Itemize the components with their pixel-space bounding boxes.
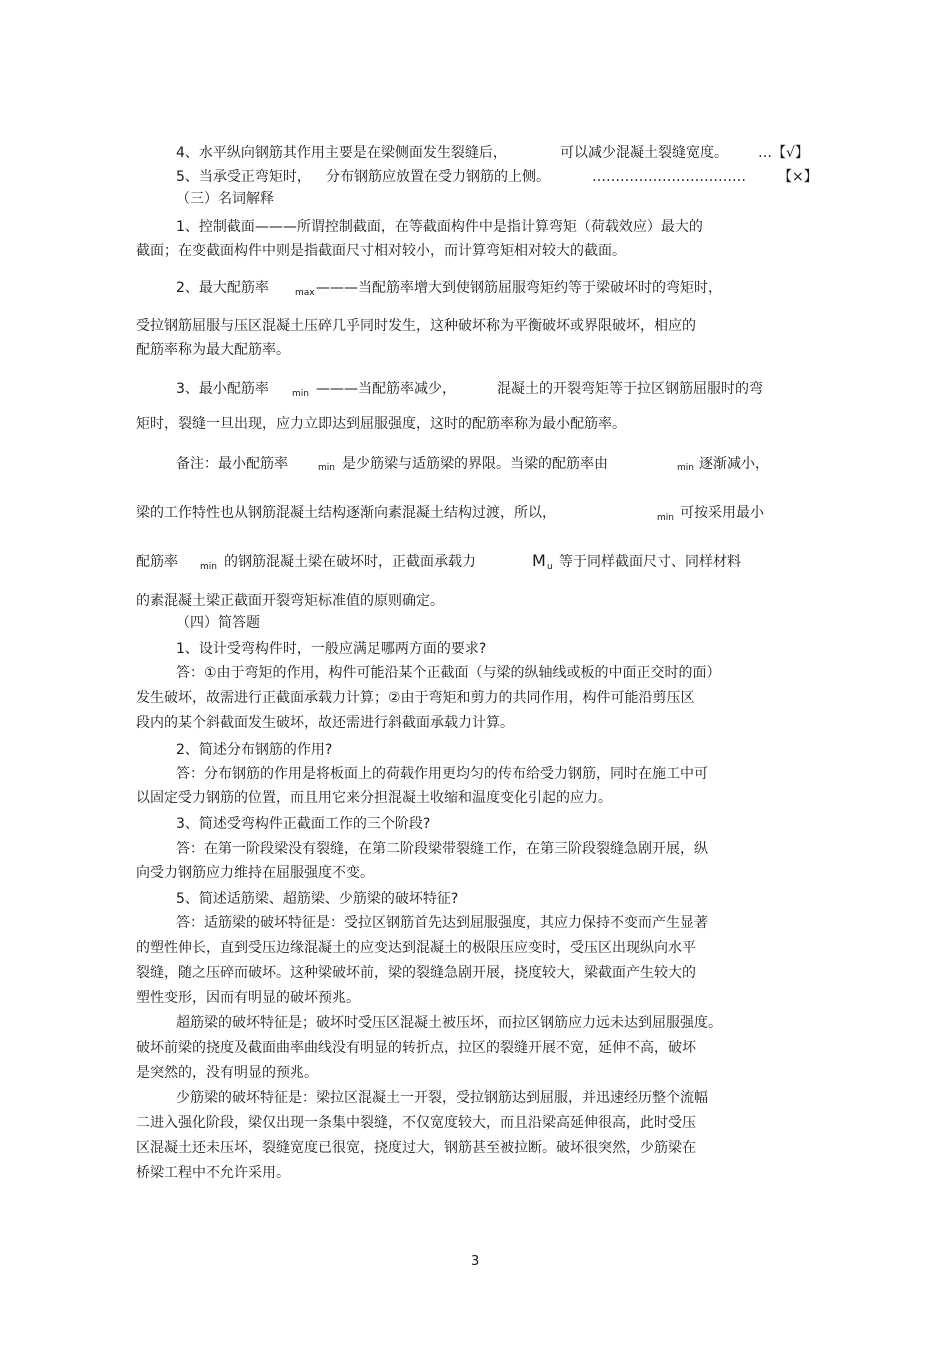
question-3: 3、简述受弯构件正截面工作的三个阶段? xyxy=(176,816,431,832)
term-2-subscript: max xyxy=(295,288,315,298)
answer-5-line-11: 桥梁工程中不允许采用。 xyxy=(136,1165,290,1181)
note-text: 是少筋梁与适筋梁的界限。当梁的配筋率由 xyxy=(342,456,608,472)
answer-5-line-8: 少筋梁的破坏特征是：梁拉区混凝土一开裂，受拉钢筋达到屈服，并迅速经历整个流幅 xyxy=(176,1090,708,1106)
term-2-line-3: 配筋率称为最大配筋率。 xyxy=(136,342,290,358)
answer-2-line-2: 以固定受力钢筋的位置，而且用它来分担混凝土收缩和温度变化引起的应力。 xyxy=(136,790,612,806)
note-line-2: 梁的工作特性也从钢筋混凝土结构逐渐向素混凝土结构过渡，所以， xyxy=(136,505,556,521)
note-line-4: 的素混凝土梁正截面开裂弯矩标准值的原则确定。 xyxy=(136,593,444,609)
answer-5-line-5: 超筋梁的破坏特征是；破坏时受压区混凝土被压坏，而拉区钢筋应力远未达到屈服强度。 xyxy=(176,1015,722,1031)
term-3-definition: ———当配筋率减少， xyxy=(316,381,456,397)
answer-5-line-4: 塑性变形，因而有明显的破坏预兆。 xyxy=(136,990,360,1006)
note-line-3-end: 等于同样截面尺寸、同样材料 xyxy=(559,554,741,570)
term-1-line-2: 截面；在变截面构件中则是指截面尺寸相对较小，而计算弯矩相对较大的截面。 xyxy=(136,243,626,259)
answer-2-line-1: 答：分布钢筋的作用是将板面上的荷载作用更均匀的传布给受力钢筋，同时在施工中可 xyxy=(176,766,708,782)
tf-item-5-answer: 【×】 xyxy=(778,169,818,185)
note-mu-subscript: u xyxy=(547,562,553,572)
term-2-definition: ———当配筋率增大到使钢筋屈服弯矩约等于梁破坏时的弯矩时， xyxy=(316,280,722,296)
answer-3-line-1: 答：在第一阶段梁没有裂缝，在第二阶段梁带裂缝工作，在第三阶段裂缝急剧开展，纵 xyxy=(176,841,708,857)
page-number: 3 xyxy=(471,1254,480,1269)
answer-1-line-2: 发生破坏，故需进行正截面承载力计算；②由于弯矩和剪力的共同作用，构件可能沿剪压区 xyxy=(136,690,695,706)
answer-5-line-9: 二进入强化阶段，梁仅出现一条集中裂缝，不仅宽度较大，而且沿梁高延伸很高，此时受压 xyxy=(136,1115,696,1131)
answer-3-line-2: 向受力钢筋应力维持在屈服强度不变。 xyxy=(136,865,374,881)
note-line-3: 配筋率 xyxy=(136,554,178,570)
answer-1-line-1: 答：①由于弯矩的作用，构件可能沿某个正截面（与梁的纵轴线或板的中面正交时的面） xyxy=(176,665,721,681)
note-text-end: 逐渐减小， xyxy=(699,456,769,472)
answer-1-line-3: 段内的某个斜截面发生破坏，故还需进行斜截面承载力计算。 xyxy=(136,715,514,731)
section-heading-qa: （四）简答题 xyxy=(176,615,260,631)
answer-5-line-7: 是突然的，没有明显的预兆。 xyxy=(136,1065,318,1081)
section-heading-terms: （三）名词解释 xyxy=(176,191,274,207)
tf-item-5-leader-dots: …………………………… xyxy=(592,169,746,185)
term-3-line-2: 矩时，裂缝一旦出现，应力立即达到屈服强度，这时的配筋率称为最小配筋率。 xyxy=(136,416,626,432)
answer-5-line-10: 区混凝土还未压坏，裂缝宽度已很宽，挠度过大，钢筋甚至被拉断。破坏很突然，少筋梁在 xyxy=(136,1140,696,1156)
question-5: 5、简述适筋梁、超筋梁、少筋梁的破坏特征? xyxy=(176,891,459,907)
note-label: 备注：最小配筋率 xyxy=(176,456,288,472)
answer-5-line-1: 答：适筋梁的破坏特征是：受拉区钢筋首先达到屈服强度，其应力保持不变而产生显著 xyxy=(176,915,708,931)
tf-item-5-text: 5、当承受正弯矩时， xyxy=(176,169,311,185)
tf-item-5-text-cont: 分布钢筋应放置在受力钢筋的上侧。 xyxy=(326,169,550,185)
answer-5-line-3: 裂缝，随之压碎而破坏。这种梁破坏前，梁的裂缝急剧开展，挠度较大，梁截面产生较大的 xyxy=(136,965,696,981)
note-mu-symbol: M xyxy=(532,551,546,570)
term-2-line-2: 受拉钢筋屈服与压区混凝土压碎几乎同时发生，这种破坏称为平衡破坏或界限破坏，相应的 xyxy=(136,318,696,334)
term-2-label: 2、最大配筋率 xyxy=(176,280,269,296)
term-3-subscript: min xyxy=(292,389,309,399)
answer-5-line-2: 的塑性伸长，直到受压边缘混凝土的应变达到混凝土的极限压应变时，受压区出现纵向水平 xyxy=(136,940,696,956)
tf-item-4-text: 4、水平纵向钢筋其作用主要是在梁侧面发生裂缝后， xyxy=(176,145,507,161)
answer-5-line-6: 破坏前梁的挠度及截面曲率曲线没有明显的转折点，拉区的裂缝开展不宽，延伸不高，破坏 xyxy=(136,1040,696,1056)
term-3-definition-cont: 混凝土的开裂弯矩等于拉区钢筋屈服时的弯 xyxy=(497,381,763,397)
note-line-2-end: 可按采用最小 xyxy=(680,505,764,521)
term-1-line-1: 1、控制截面———所谓控制截面，在等截面构件中是指计算弯矩（荷载效应）最大的 xyxy=(176,219,703,235)
question-1: 1、设计受弯构件时，一般应满足哪两方面的要求? xyxy=(176,641,487,657)
note-line-3-mid: 的钢筋混凝土梁在破坏时，正截面承载力 xyxy=(224,554,476,570)
question-2: 2、简述分布钢筋的作用? xyxy=(176,742,333,758)
note-subscript-2: min xyxy=(677,463,694,473)
term-3-label: 3、最小配筋率 xyxy=(176,381,269,397)
tf-item-4-answer: …【√】 xyxy=(758,145,809,161)
note-subscript-4: min xyxy=(200,562,217,572)
tf-item-4-text-cont: 可以减少混凝土裂缝宽度。 xyxy=(560,145,728,161)
note-subscript-3: min xyxy=(657,513,674,523)
note-subscript-1: min xyxy=(318,463,335,473)
